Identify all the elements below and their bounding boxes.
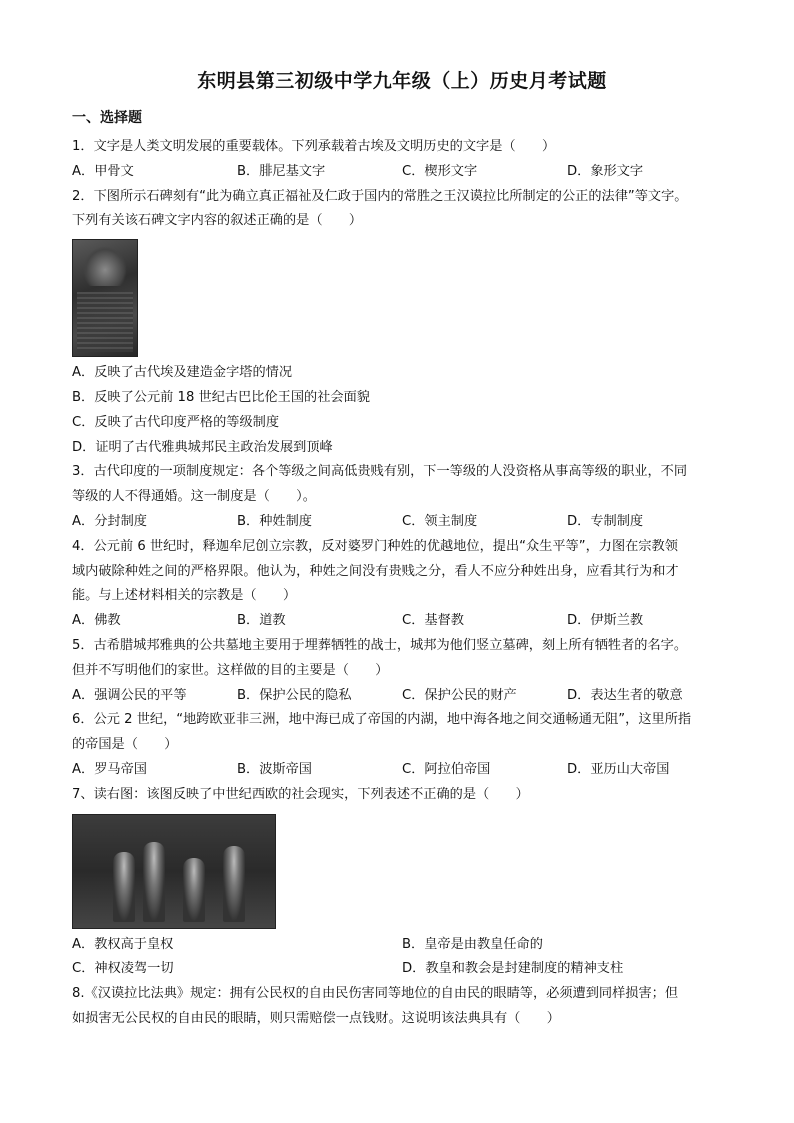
- option-a: A．佛教: [72, 613, 121, 629]
- options-grid: [72, 933, 732, 983]
- option-b: B．反映了公元前 18 世纪古巴比伦王国的社会面貌: [72, 389, 370, 405]
- options-row: [72, 758, 732, 783]
- question-stem: 3．古代印度的一项制度规定：各个等级之间高低贵贱有别，下一等级的人没资格从事高等级的职业，不同: [72, 464, 688, 480]
- question-stem: 5．古希腊城邦雅典的公共墓地主要用于埋葬牺牲的战士，城邦为他们竖立墓碑，刻上所有牺牲者的名字。: [72, 637, 688, 653]
- option-d: D．亚历山大帝国: [567, 761, 670, 777]
- options-row: [72, 510, 732, 535]
- options-row: [72, 160, 732, 185]
- option-b: B．皇帝是由教皇任命的: [402, 936, 543, 952]
- option-b: B．腓尼基文字: [237, 163, 326, 179]
- option-b: B．种姓制度: [237, 513, 312, 529]
- question-1: [72, 135, 732, 185]
- options-row: [72, 609, 732, 634]
- option-a: A．分封制度: [72, 513, 147, 529]
- question-stem: 但并不写明他们的家世。这样做的目的主要是（ ）: [72, 662, 389, 678]
- option-d: D．教皇和教会是封建制度的精神支柱: [402, 961, 624, 977]
- question-4: [72, 535, 732, 634]
- question-stem: 2．下图所示石碑刻有“此为确立真正福祉及仁政于国内的常胜之王汉谟拉比所制定的公正的法律”等文字。: [72, 188, 688, 204]
- question-8: [72, 982, 732, 1032]
- option-c: C．阿拉伯帝国: [402, 761, 491, 777]
- stele-image: [72, 239, 138, 357]
- option-c: C．基督教: [402, 613, 464, 629]
- option-c: C．领主制度: [402, 513, 478, 529]
- option-d: D．证明了古代雅典城邦民主政治发展到顶峰: [72, 439, 333, 455]
- option-a: A．强调公民的平等: [72, 687, 187, 703]
- exam-page: [72, 66, 732, 1032]
- option-c: C．保护公民的财产: [402, 687, 517, 703]
- section-heading: 一、选择题: [72, 110, 142, 126]
- option-c: C．神权凌驾一切: [72, 961, 174, 977]
- question-5: [72, 634, 732, 708]
- option-d: D．专制制度: [567, 513, 644, 529]
- option-a: A．甲骨文: [72, 163, 134, 179]
- option-d: D．伊斯兰教: [567, 613, 644, 629]
- question-stem: 下列有关该石碑文字内容的叙述正确的是（ ）: [72, 213, 363, 229]
- option-d: D．象形文字: [567, 163, 644, 179]
- question-stem: 如损害无公民权的自由民的眼睛，则只需赔偿一点钱财。这说明该法典具有（ ）: [72, 1010, 560, 1026]
- question-7: [72, 783, 732, 982]
- question-stem: 4．公元前 6 世纪时，释迦牟尼创立宗教，反对婆罗门种姓的优越地位，提出“众生平等”，力图在宗教领: [72, 538, 678, 554]
- option-d: D．表达生者的敬意: [567, 687, 683, 703]
- question-stem: 能。与上述材料相关的宗教是（ ）: [72, 588, 297, 604]
- medieval-painting-image: [72, 814, 276, 929]
- question-3: [72, 460, 732, 534]
- option-b: B．波斯帝国: [237, 761, 312, 777]
- question-stem: 等级的人不得通婚。这一制度是（ ）。: [72, 489, 316, 505]
- option-c: C．反映了古代印度严格的等级制度: [72, 414, 280, 430]
- option-a: A．反映了古代埃及建造金字塔的情况: [72, 365, 293, 381]
- option-a: A．罗马帝国: [72, 761, 147, 777]
- option-a: A．教权高于皇权: [72, 936, 174, 952]
- question-stem: 的帝国是（ ）: [72, 737, 178, 753]
- question-stem: 1．文字是人类文明发展的重要载体。下列承载着古埃及文明历史的文字是（ ）: [72, 139, 556, 154]
- option-c: C．楔形文字: [402, 163, 478, 179]
- question-stem: 8.《汉谟拉比法典》规定：拥有公民权的自由民伤害同等地位的自由民的眼睛等，必须遭到同样损害；但: [72, 986, 679, 1002]
- question-stem: 6．公元 2 世纪，“地跨欧亚非三洲，地中海已成了帝国的内湖，地中海各地之间交通畅通无阻”，这里所指: [72, 712, 692, 728]
- question-stem: 7、读右图：该图反映了中世纪西欧的社会现实，下列表述不正确的是（ ）: [72, 786, 529, 802]
- option-b: B．道教: [237, 613, 286, 629]
- question-2: [72, 185, 732, 461]
- options-row: [72, 684, 732, 709]
- question-6: [72, 708, 732, 782]
- page-title: 东明县第三初级中学九年级（上）历史月考试题: [197, 70, 607, 92]
- question-stem: 域内破除种姓之间的严格界限。他认为，种姓之间没有贵贱之分，看人不应分种姓出身，应看其行为和才: [72, 563, 679, 579]
- option-b: B．保护公民的隐私: [237, 687, 352, 703]
